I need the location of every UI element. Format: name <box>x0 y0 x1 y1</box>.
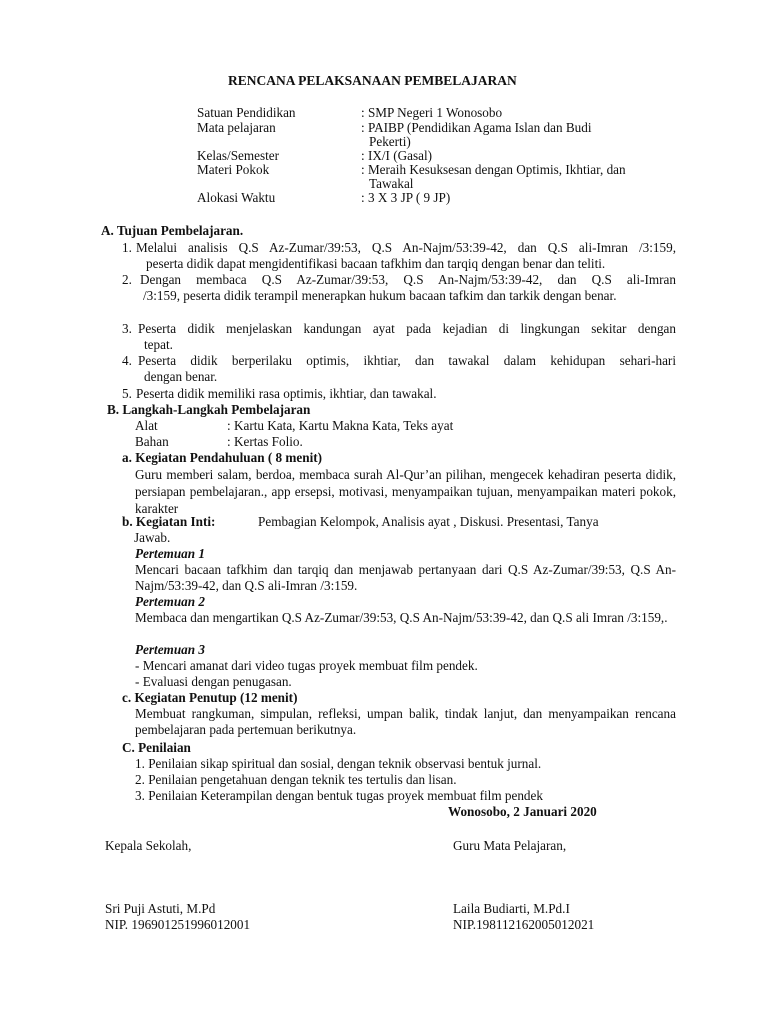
info-label: Kelas/Semester <box>197 148 280 163</box>
pertemuan-3-line: - Mencari amanat dari video tugas proyek membuat film pendek. <box>135 658 478 673</box>
item-text: Peserta didik menjelaskan kandungan ayat pada kejadian di lingkungan sekitar dengan <box>138 321 676 336</box>
pertemuan-2-heading: Pertemuan 2 <box>135 594 205 609</box>
penilaian-item: 2. Penilaian pengetahuan dengan teknik tes tertulis dan lisan. <box>135 772 457 787</box>
left-signer-role: Kepala Sekolah, <box>105 838 192 853</box>
info-value-cont: Tawakal <box>369 176 414 191</box>
info-label: Mata pelajaran <box>197 120 276 135</box>
penutup-heading: c. Kegiatan Penutup (12 menit) <box>122 690 298 705</box>
item-text-cont: /3:159, peserta didik terampil menerapkan hukum bacaan tafkim dan tarkik dengan benar. <box>143 288 617 303</box>
info-value: : SMP Negeri 1 Wonosobo <box>361 105 503 120</box>
pertemuan-1-text: Mencari bacaan tafkhim dan tarqiq dan menjawab pertanyaan dari Q.S Az-Zumar/39:53, Q.S An-Najm/53:39-42, dan Q.S ali-Imran /3:159. <box>135 562 676 594</box>
pertemuan-3-line: - Evaluasi dengan penugasan. <box>135 674 292 689</box>
right-signer-nip: NIP.198112162005012021 <box>453 917 595 932</box>
info-label: Alokasi Waktu <box>197 190 276 205</box>
item-text: Peserta didik berperilaku optimis, ikhtiar, dan tawakal dalam kehidupan sehari-hari <box>138 353 676 368</box>
info-label: Satuan Pendidikan <box>197 105 296 120</box>
alat-value: : Kartu Kata, Kartu Makna Kata, Teks ayat <box>227 418 454 433</box>
left-signer-nip: NIP. 196901251996012001 <box>105 917 251 932</box>
item-number: 4. <box>122 353 132 368</box>
section-c-heading: C. Penilaian <box>122 740 191 755</box>
item-number: 5. <box>122 386 132 401</box>
alat-label: Alat <box>135 418 158 433</box>
pertemuan-1-heading: Pertemuan 1 <box>135 546 205 561</box>
item-number: 1. <box>122 240 132 255</box>
pendahuluan-text: Guru memberi salam, berdoa, membaca surah Al-Qur’an pilihan, mengecek kehadiran peserta didik, persiapan pembelajaran., app ersepsi, motivasi, menyampaikan tujuan, menyampaikan materi pokok, karakter <box>135 467 676 516</box>
info-value-cont: Pekerti) <box>369 134 411 149</box>
inti-text-cont: Jawab. <box>134 530 171 545</box>
section-b-heading: B. Langkah-Langkah Pembelajaran <box>107 402 311 417</box>
document-title: RENCANA PELAKSANAAN PEMBELAJARAN <box>228 73 517 88</box>
right-signer-name: Laila Budiarti, M.Pd.I <box>453 901 570 916</box>
pertemuan-3-heading: Pertemuan 3 <box>135 642 205 657</box>
info-value: : 3 X 3 JP ( 9 JP) <box>361 190 451 205</box>
item-text: Dengan membaca Q.S Az-Zumar/39:53, Q.S An-Najm/53:39-42, dan Q.S ali-Imran <box>140 272 676 287</box>
item-text-cont: peserta didik dapat mengidentifikasi bacaan tafkhim dan tarqiq dengan benar dan teliti. <box>146 256 606 271</box>
penutup-text: Membuat rangkuman, simpulan, refleksi, umpan balik, tindak lanjut, dan menyampaikan rencana pembelajaran pada pertemuan berikutnya. <box>135 706 676 738</box>
info-value: : Meraih Kesuksesan dengan Optimis, Ikhtiar, dan <box>361 162 626 177</box>
bahan-label: Bahan <box>135 434 169 449</box>
inti-heading: b. Kegiatan Inti: <box>122 514 216 529</box>
pertemuan-2-text: Membaca dan mengartikan Q.S Az-Zumar/39:53, Q.S An-Najm/53:39-42, dan Q.S ali Imran /3:159,. <box>135 610 668 625</box>
penilaian-item: 1. Penilaian sikap spiritual dan sosial, dengan teknik observasi bentuk jurnal. <box>135 756 542 771</box>
info-label: Materi Pokok <box>197 162 270 177</box>
right-signer-role: Guru Mata Pelajaran, <box>453 838 567 853</box>
item-text: Melalui analisis Q.S Az-Zumar/39:53, Q.S An-Najm/53:39-42, dan Q.S ali-Imran /3:159, <box>136 240 676 255</box>
section-a-heading: A. Tujuan Pembelajaran. <box>101 223 244 238</box>
pendahuluan-heading: a. Kegiatan Pendahuluan ( 8 menit) <box>122 450 323 465</box>
item-text-cont: dengan benar. <box>144 369 218 384</box>
info-value: : PAIBP (Pendidikan Agama Islan dan Budi <box>361 120 592 135</box>
left-signer-name: Sri Puji Astuti, M.Pd <box>105 901 216 916</box>
inti-text: Pembagian Kelompok, Analisis ayat , Diskusi. Presentasi, Tanya <box>258 514 599 529</box>
penilaian-item: 3. Penilaian Keterampilan dengan bentuk tugas proyek membuat film pendek <box>135 788 543 803</box>
bahan-value: : Kertas Folio. <box>227 434 303 449</box>
item-number: 3. <box>122 321 132 336</box>
item-number: 2. <box>122 272 132 287</box>
item-text: Peserta didik memiliki rasa optimis, ikhtiar, dan tawakal. <box>136 386 437 401</box>
place-date: Wonosobo, 2 Januari 2020 <box>448 804 597 819</box>
item-text-cont: tepat. <box>144 337 173 352</box>
info-value: : IX/I (Gasal) <box>361 148 433 163</box>
